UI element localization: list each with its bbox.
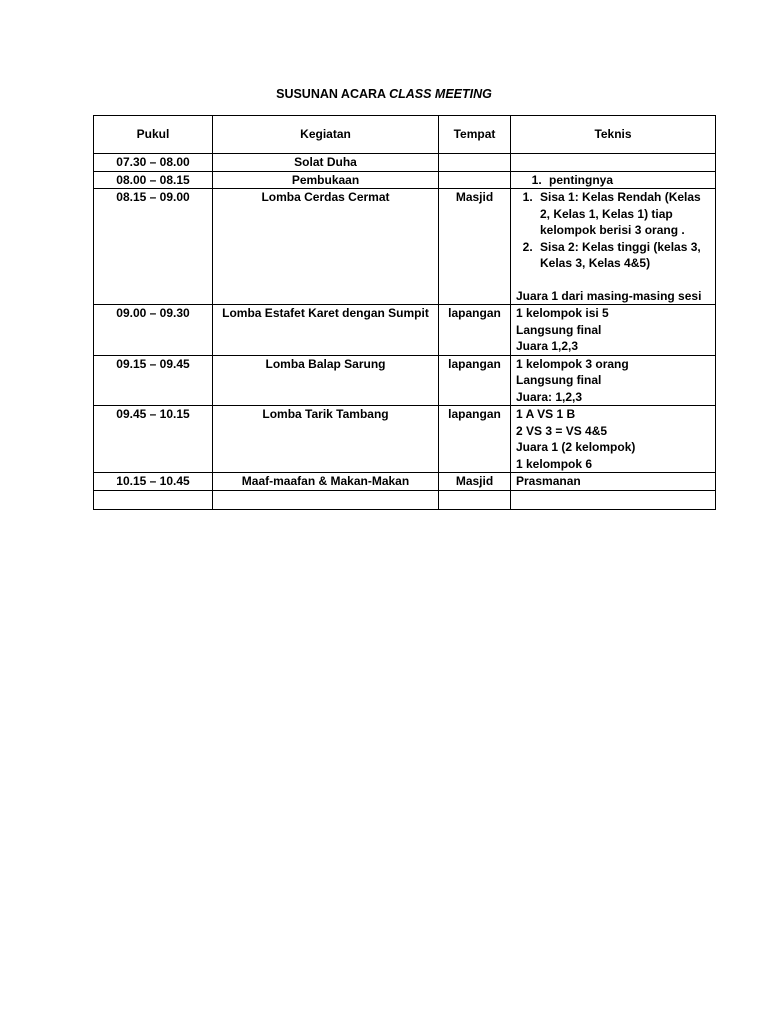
list-item: 1. Sisa 1: Kelas Rendah (Kelas 2, Kelas 1, Kelas 1) tiap kelompok berisi 3 orang . [536,189,710,239]
cell-tempat: Masjid [439,189,511,305]
cell-teknis [511,189,716,305]
teknis-line: Juara 1 (2 kelompok) [516,440,636,454]
cell-kegiatan: Solat Duha [213,154,439,172]
cell-teknis [511,305,716,356]
teknis-line: 1 A VS 1 B [516,407,576,421]
teknis-line: Langsung final [516,373,602,387]
teknis-line: 1 kelompok isi 5 [516,306,609,320]
cell-kegiatan: Lomba Cerdas Cermat [213,189,439,305]
cell-kegiatan: Lomba Balap Sarung [213,355,439,406]
cell-kegiatan: Lomba Estafet Karet dengan Sumpit [213,305,439,356]
table-row [94,305,716,356]
cell-pukul: 08.00 – 08.15 [94,171,213,189]
teknis-line: 2 VS 3 = VS 4&5 [516,423,608,438]
cell-kegiatan: Pembukaan [213,171,439,189]
empty-row [94,490,716,509]
header-tempat: Tempat [439,116,511,154]
cell-empty [511,490,716,509]
teknis-list [516,189,710,272]
cell-pukul: 07.30 – 08.00 [94,154,213,172]
teknis-line: 1 kelompok 3 orang [516,356,629,371]
teknis-line: 1 kelompok 6 [516,456,593,471]
cell-pukul: 09.45 – 10.15 [94,406,213,473]
table-row [94,355,716,406]
cell-empty [94,490,213,509]
cell-pukul: 09.00 – 09.30 [94,305,213,356]
teknis-line: Juara: 1,2,3 [516,389,583,404]
header-teknis: Teknis [511,116,716,154]
table-row [94,154,716,172]
cell-tempat: lapangan [439,355,511,406]
table-row [94,189,716,305]
teknis-line: Langsung final [516,322,602,337]
teknis-line: Juara 1,2,3 [516,339,579,353]
cell-empty [439,490,511,509]
cell-tempat [439,154,511,172]
teknis-list [525,172,710,189]
cell-teknis [511,473,716,491]
cell-tempat: lapangan [439,406,511,473]
cell-kegiatan: Maaf-maafan & Makan-Makan [213,473,439,491]
cell-tempat [439,171,511,189]
cell-teknis [511,154,716,172]
cell-teknis [511,171,716,189]
title-main: SUSUNAN ACARA [276,87,390,101]
teknis-note: Juara 1 dari masing-masing sesi [516,288,702,303]
cell-teknis [511,355,716,406]
teknis-line: Prasmanan [516,474,581,488]
title-italic: CLASS MEETING [389,87,492,101]
table-row [94,171,716,189]
cell-teknis [511,406,716,473]
cell-pukul: 09.15 – 09.45 [94,355,213,406]
cell-pukul: 10.15 – 10.45 [94,473,213,491]
cell-tempat: lapangan [439,305,511,356]
schedule-table [93,115,716,510]
cell-kegiatan: Lomba Tarik Tambang [213,406,439,473]
list-item: 1. pentingnya [545,172,710,189]
cell-empty [213,490,439,509]
header-pukul: Pukul [94,116,213,154]
header-kegiatan: Kegiatan [213,116,439,154]
header-row [94,116,716,154]
table-row [94,406,716,473]
cell-pukul: 08.15 – 09.00 [94,189,213,305]
cell-tempat: Masjid [439,473,511,491]
table-row [94,473,716,491]
document-title [0,87,768,101]
list-item: 2. Sisa 2: Kelas tinggi (kelas 3, Kelas 3, Kelas 4&5) [536,239,710,272]
